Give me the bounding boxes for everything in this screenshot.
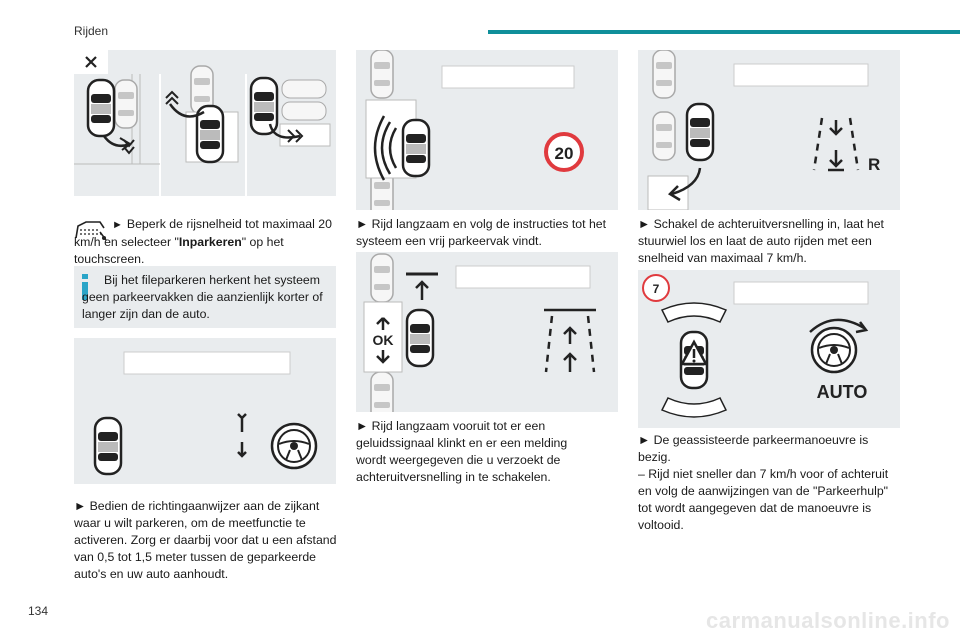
col3-step3-text: – Rijd niet sneller dan 7 km/h voor of achteruit en volg de aanwijzingen van de "Parkeerhulp" tot wordt aangegeven dat de manoeuvre is voltooid. [638,467,889,532]
col3-step2-text: ► De geassisteerde parkeermanoeuvre is bezig. [638,433,869,464]
col1-step2-text: ► Bedien de richtingaanwijzer aan de zijkant waar u wilt parkeren, om de meetfunctie te activeren. Zorg er daarbij voor dat u een afstand van 0,5 tot 1,5 meter tussen de geparkeerde auto's en uw auto aanhoudt. [74,499,337,581]
col2-step2-text: ► Rijd langzaam vooruit tot er een geluidssignaal klinkt en er een melding wordt weergegeven die u verzoekt de achteruitversnelling in te schakelen. [356,419,568,484]
illustration-parking-modes [74,50,336,196]
auto-label: AUTO [816,382,868,402]
speed-limit-value: 20 [554,144,574,163]
illustration-auto-steering [638,270,900,428]
step-number: 7 [652,282,660,296]
header-accent-bar [488,30,960,34]
col1-step1-text: ► Beperk de rijsnelheid tot maximaal 20 km/h en selecteer "Inparkeren" op het touchscreen. [74,217,332,266]
close-icon [74,50,108,74]
page-number: 134 [28,604,49,618]
illustration-space-found [356,252,618,412]
illustration-indicator [74,338,336,484]
col2-step1-text: ► Rijd langzaam en volg de instructies tot het systeem een vrij parkeervak vindt. [356,217,607,248]
section-title: Rijden [74,24,109,38]
col3-step1-text: ► Schakel de achteruitversnelling in, laat het stuurwiel los en laat de auto rijden met een snelheid van maximaal 7 km/h. [638,217,884,265]
illustration-scan [356,50,618,210]
reverse-label: R [868,155,881,174]
ok-label: OK [372,332,394,348]
footer-watermark-url[interactable]: carmanualsonline.info [706,608,950,633]
info-text: Bij het fileparkeren herkent het systeem geen parkeervakken die aanzienlijk korter of langer zijn dan de auto. [82,273,323,321]
info-box [74,266,336,328]
illustration-reverse [638,50,900,210]
